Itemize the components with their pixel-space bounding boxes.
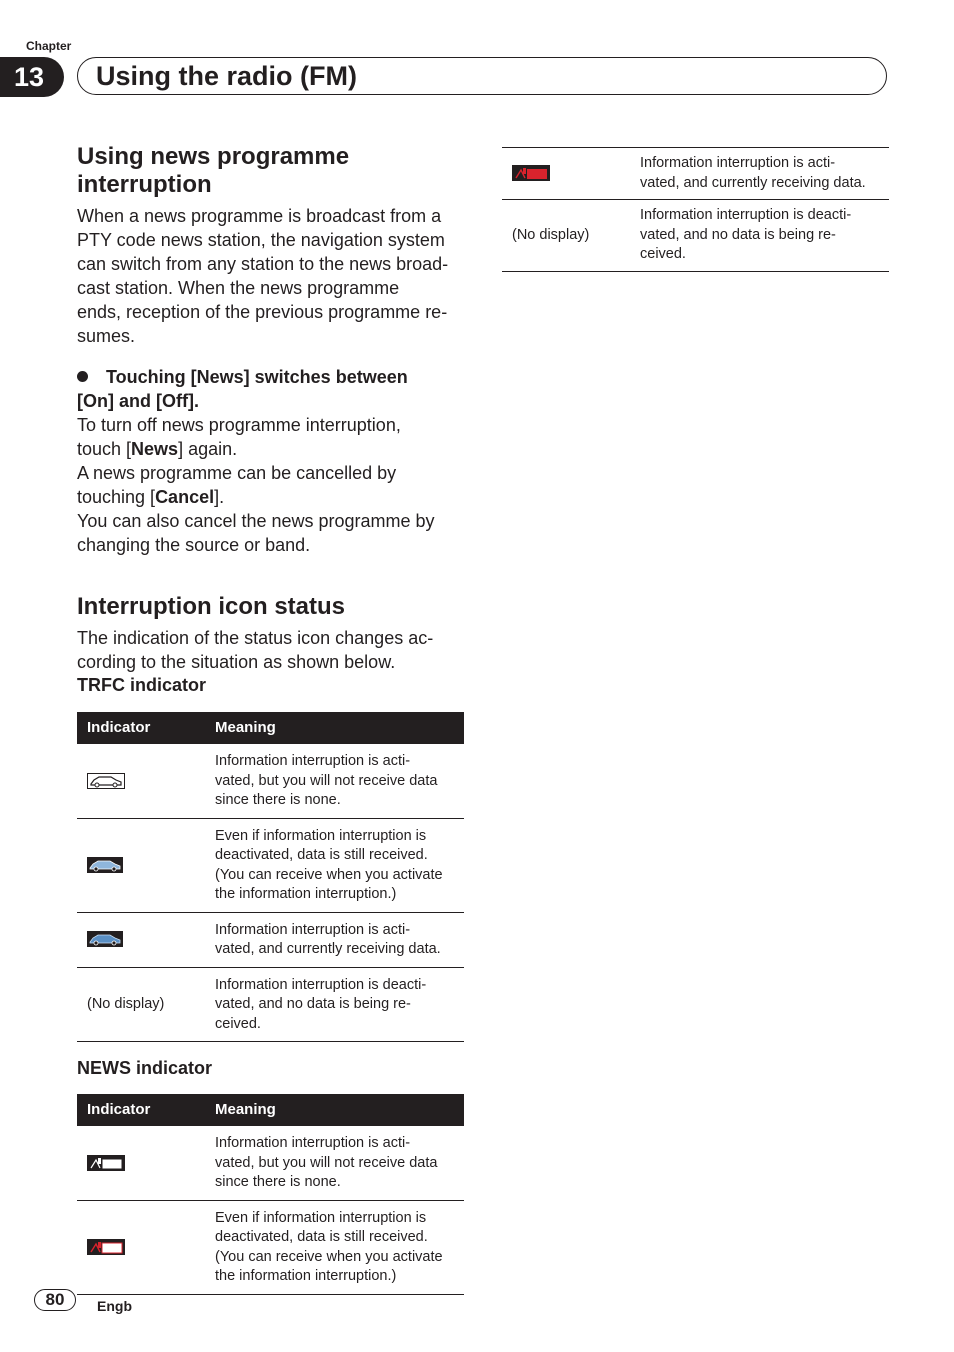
bullet-icon xyxy=(77,371,88,382)
table-row: Information interruption is acti- vated, and currently receiving data. xyxy=(77,912,464,967)
chapter-label: Chapter xyxy=(26,39,72,53)
news-section-heading: Using news programme interruption xyxy=(77,143,350,198)
news-red-filled-icon xyxy=(512,165,550,181)
news-bullet: Touching [News] switches between [On] and [Off]. xyxy=(77,367,408,411)
left-column xyxy=(77,143,472,1295)
table-row: Even if information interruption is deactivated, data is still received. (You can receive when you activate the information interruption.) xyxy=(77,1200,464,1294)
car-outline-icon xyxy=(87,773,125,789)
chapter-title xyxy=(77,57,887,95)
news-indicator-label: NEWS indicator xyxy=(77,1058,213,1078)
indicator-column-header: Indicator xyxy=(77,1094,205,1126)
table-header-row xyxy=(77,712,464,744)
right-column xyxy=(502,147,889,272)
table-row: (No display) Information interruption is deacti- vated, and no data is being re- ceived. xyxy=(502,200,889,272)
car-dark-icon xyxy=(87,857,123,873)
car-blue-icon xyxy=(87,931,123,947)
table-header-row xyxy=(77,1094,464,1126)
meaning-column-header: Meaning xyxy=(205,712,464,744)
table-row: Information interruption is acti- vated, and currently receiving data. xyxy=(502,148,889,200)
news-intro-paragraph: When a news programme is broadcast from a PTY code news station, the navigation system can switch from any station to the news broad- cast station. When the news programme ends, reception of the previous programme re- sumes. xyxy=(77,206,449,346)
trfc-indicator-table xyxy=(77,712,464,1042)
trfc-indicator-label: TRFC indicator xyxy=(77,675,206,695)
news-outline-icon xyxy=(87,1155,125,1171)
meaning-column-header: Meaning xyxy=(205,1094,464,1126)
table-row: (No display) Information interruption is deacti- vated, and no data is being re- ceived. xyxy=(77,967,464,1042)
chapter-number-badge: 13 xyxy=(0,57,64,97)
status-section-heading: Interruption icon status xyxy=(77,593,346,620)
no-display-label: (No display) xyxy=(77,967,205,1042)
news-indicator-table-continued xyxy=(502,147,889,272)
news-instructions: To turn off news programme interruption, touch [News] again. A news programme can be cancelled by touching [Cancel]. You can also cancel the news programme by changing the source or band. xyxy=(77,415,435,555)
table-row: Even if information interruption is deactivated, data is still received. (You can receive when you activate the information interruption.) xyxy=(77,818,464,912)
indicator-column-header: Indicator xyxy=(77,712,205,744)
table-row: Information interruption is acti- vated, but you will not receive data since there is none. xyxy=(77,1126,464,1200)
no-display-label: (No display) xyxy=(502,200,630,272)
chapter-title-text: Using the radio (FM) xyxy=(96,60,357,91)
language-code: Engb xyxy=(97,1298,132,1314)
status-intro: The indication of the status icon changes ac- cording to the situation as shown below. xyxy=(77,628,434,672)
cancel-key-label: Cancel xyxy=(155,487,215,507)
news-indicator-table xyxy=(77,1094,464,1295)
news-red-outline-icon xyxy=(87,1239,125,1255)
page-number: 80 xyxy=(34,1289,76,1311)
table-row: Information interruption is acti- vated, but you will not receive data since there is none. xyxy=(77,744,464,818)
news-key-label: News xyxy=(131,439,179,459)
